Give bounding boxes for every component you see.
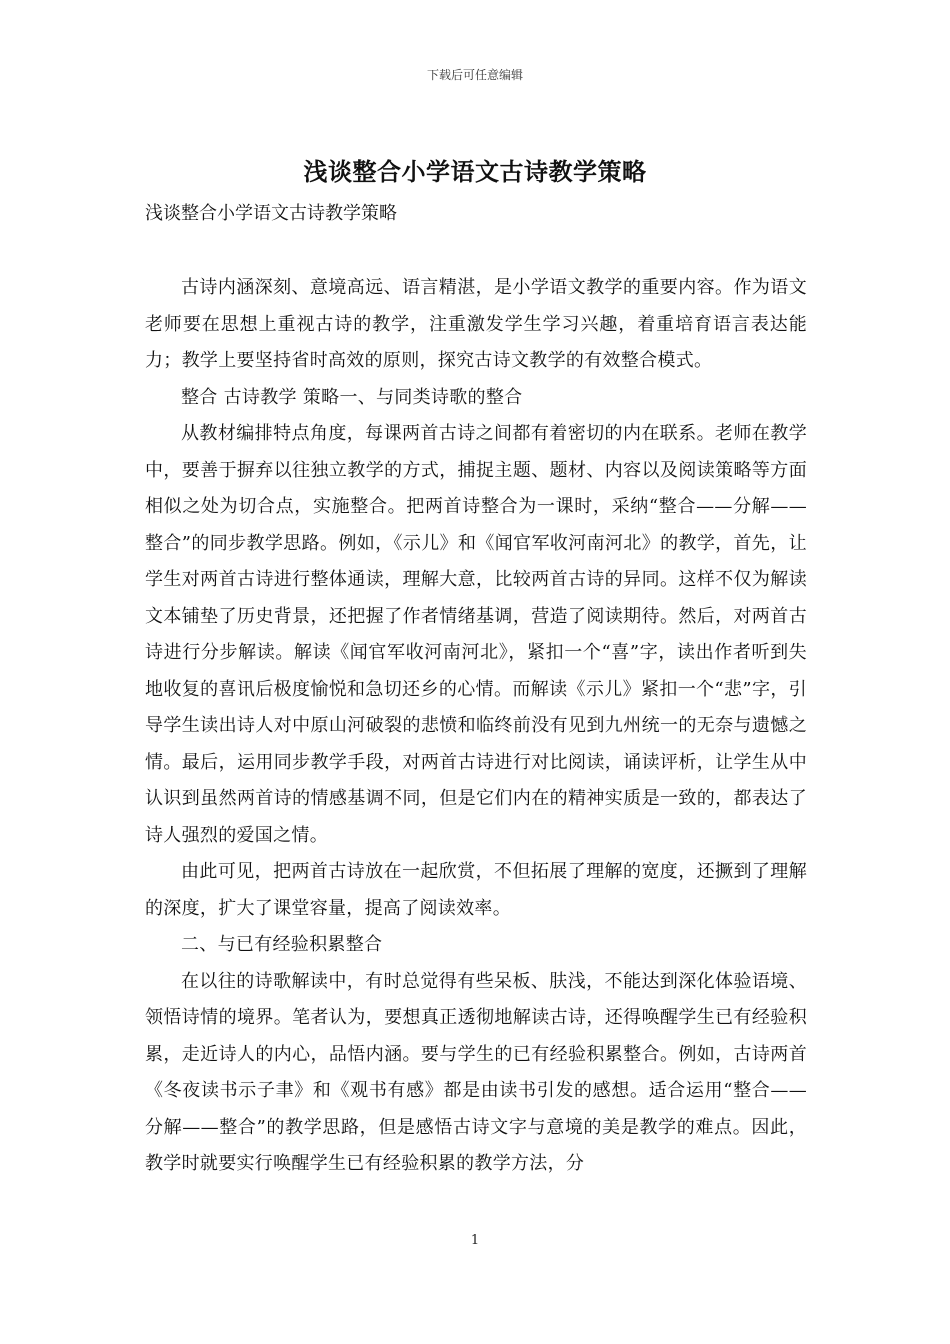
paragraph-section-2: 在以往的诗歌解读中，有时总觉得有些呆板、肤浅，不能达到深化体验语境、领悟诗情的境界。笔者认为，要想真正透彻地解读古诗，还得唤醒学生已有经验积累，走近诗人的内心，品悟内涵。要与学生的已有经验积累整合。例如，古诗两首《冬夜读书示子聿》和《观书有感》都是由读书引发的感想。适合运用“整合——分解——整合”的教学思路，但是感悟古诗文字与意境的美是教学的难点。因此，教学时就要实行唤醒学生已有经验积累的教学方法，分 xyxy=(145,970,807,1174)
section-heading-2: 二、与已有经验积累整合 xyxy=(181,934,383,955)
page-header-note: 下载后可任意编辑 xyxy=(426,68,523,82)
section-heading-1: 整合 古诗教学 策略一、与同类诗歌的整合 xyxy=(181,386,523,408)
document-subtitle: 浅谈整合小学语文古诗教学策略 xyxy=(145,203,397,224)
paragraph-section-1-summary: 由此可见，把两首古诗放在一起欣赏，不但拓展了理解的宽度，还撅到了理解的深度，扩大了课堂容量，提高了阅读效率。 xyxy=(145,861,807,919)
page-number: 1 xyxy=(470,1233,480,1248)
document-body xyxy=(145,270,807,1183)
paragraph-intro: 古诗内涵深刻、意境高远、语言精湛，是小学语文教学的重要内容。作为语文老师要在思想上重视古诗的教学，注重激发学生学习兴趣，着重培育语言表达能力；教学上要坚持省时高效的原则，探究古诗文教学的有效整合模式。 xyxy=(145,277,807,371)
document-title: 浅谈整合小学语文古诗教学策略 xyxy=(303,157,647,186)
paragraph-section-1: 从教材编排特点角度，每课两首古诗之间都有着密切的内在联系。老师在教学中，要善于摒弃以往独立教学的方式，捕捉主题、题材、内容以及阅读策略等方面相似之处为切合点，实施整合。把两首诗整合为一课时，采纳“整合——分解——整合”的同步教学思路。例如，《示儿》和《闻官军收河南河北》的教学，首先，让学生对两首古诗进行整体通读，理解大意，比较两首古诗的异同。这样不仅为解读文本铺垫了历史背景，还把握了作者情绪基调，营造了阅读期待。然后，对两首古诗进行分步解读。解读《闻官军收河南河北》，紧扣一个“喜”字，读出作者听到失地收复的喜讯后极度愉悦和急切还乡的心情。而解读《示儿》紧扣一个“悲”字，引导学生读出诗人对中原山河破裂的悲愤和临终前没有见到九州统一的无奈与遗憾之情。最后，运用同步教学手段，对两首古诗进行对比阅读，诵读评析，让学生从中认识到虽然两首诗的情感基调不同，但是它们内在的精神实质是一致的，都表达了诗人强烈的爱国之情。 xyxy=(145,423,807,846)
